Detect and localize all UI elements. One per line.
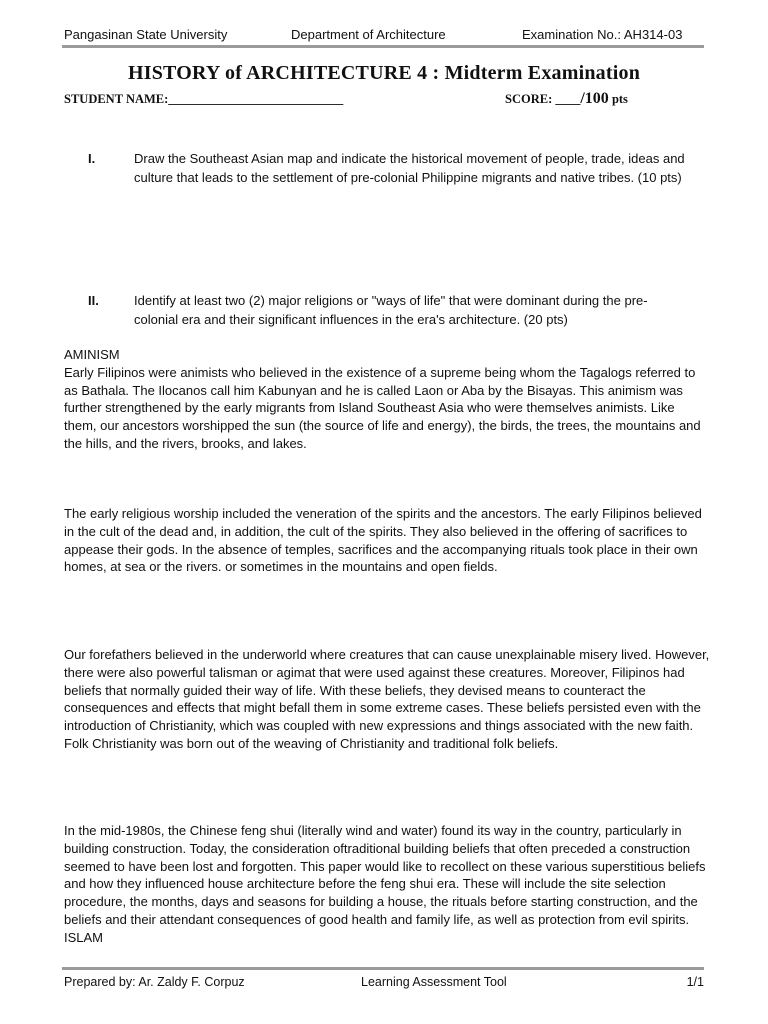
header-exam-number: Examination No.: AH314-03 bbox=[522, 27, 683, 42]
paragraph: The early religious worship included the veneration of the spirits and the ancestors. The early Filipinos believed in the cult of the dead and, in addition, the cult of the spirits. They also believed in the offering of sacrifices to appease their gods. In the absence of temples, sacrifices and the accompanying rituals took place in their own homes, at sea or the rivers. or sometimes in the mountains and open fields. bbox=[64, 506, 702, 575]
footer-divider bbox=[62, 967, 704, 970]
score-field bbox=[505, 90, 628, 108]
student-name-label: STUDENT NAME: bbox=[64, 92, 169, 106]
header-divider bbox=[62, 45, 704, 48]
score-label: SCORE: ____ bbox=[505, 92, 581, 106]
paragraph: In the mid-1980s, the Chinese feng shui (literally wind and water) found its way in the country, particularly in building construction. Today, the consideration oftraditional building beliefs that often preceded a construction seemed to have been lost and forgotten. This paper would like to recollect on these various superstitious beliefs and how they influenced house architecture before the feng shui era. These will include the site selection procedure, the months, days and seasons for building a house, the rituals before starting construction, and the beliefs and their attendant consequences of good health and family life, as well as protection from evil spirits. bbox=[64, 823, 706, 927]
paragraph: Our forefathers believed in the underworld where creatures that can cause unexplainable misery lived. However, there were also powerful talisman or agimat that were used against these creatures. Moreover, Filipinos had beliefs that normally guided their way of life. With these beliefs, they devised means to counteract the consequences and effects that might befall them in some extreme cases. These beliefs persisted even with the introduction of Christianity, which was coupled with new expressions and things associated with the new faith. Folk Christianity was born out of the weaving of Christianity and traditional folk beliefs. bbox=[64, 647, 710, 751]
question-text: Draw the Southeast Asian map and indicate the historical movement of people, trade, ideas and culture that leads to the settlement of pre-colonial Philippine migrants and native tribes. (10 pts) bbox=[134, 151, 685, 185]
answer-section-end bbox=[64, 822, 710, 947]
question-text: Identify at least two (2) major religions or "ways of life" that were dominant during the pre-colonial era and their significant influences in the era's architecture. (20 pts) bbox=[134, 293, 648, 327]
footer-prepared-by: Prepared by: Ar. Zaldy F. Corpuz bbox=[64, 975, 245, 989]
question-number: II. bbox=[88, 293, 99, 308]
answer-section bbox=[64, 346, 710, 453]
footer-page-number: 1/1 bbox=[686, 975, 704, 989]
footer-tool: Learning Assessment Tool bbox=[361, 975, 507, 989]
section-heading-aminism: AMINISM bbox=[64, 347, 120, 362]
score-unit: pts bbox=[611, 92, 628, 106]
paragraph: Early Filipinos were animists who believed in the existence of a supreme being whom the Tagalogs referred to as Bathala. The Ilocanos call him Kabunyan and he is called Laon or Aba by the Bisayas. This animism was further strengthened by the early migrants from Island Southeast Asia who were themselves animists. Like them, our ancestors worshipped the sun (the source of life and energy), the birds, the trees, the mountains and the hills, and the rivers, brooks, and lakes. bbox=[64, 364, 701, 451]
section-heading-islam: ISLAM bbox=[64, 929, 104, 945]
student-name-blank: ____________________________ bbox=[168, 92, 344, 106]
student-name-field bbox=[64, 92, 343, 107]
header-department: Department of Architecture bbox=[291, 27, 446, 42]
header-university: Pangasinan State University bbox=[64, 27, 228, 42]
score-total: /100 bbox=[580, 90, 609, 107]
page-title: HISTORY of ARCHITECTURE 4 : Midterm Examination bbox=[127, 62, 641, 84]
question-number: I. bbox=[88, 151, 96, 166]
